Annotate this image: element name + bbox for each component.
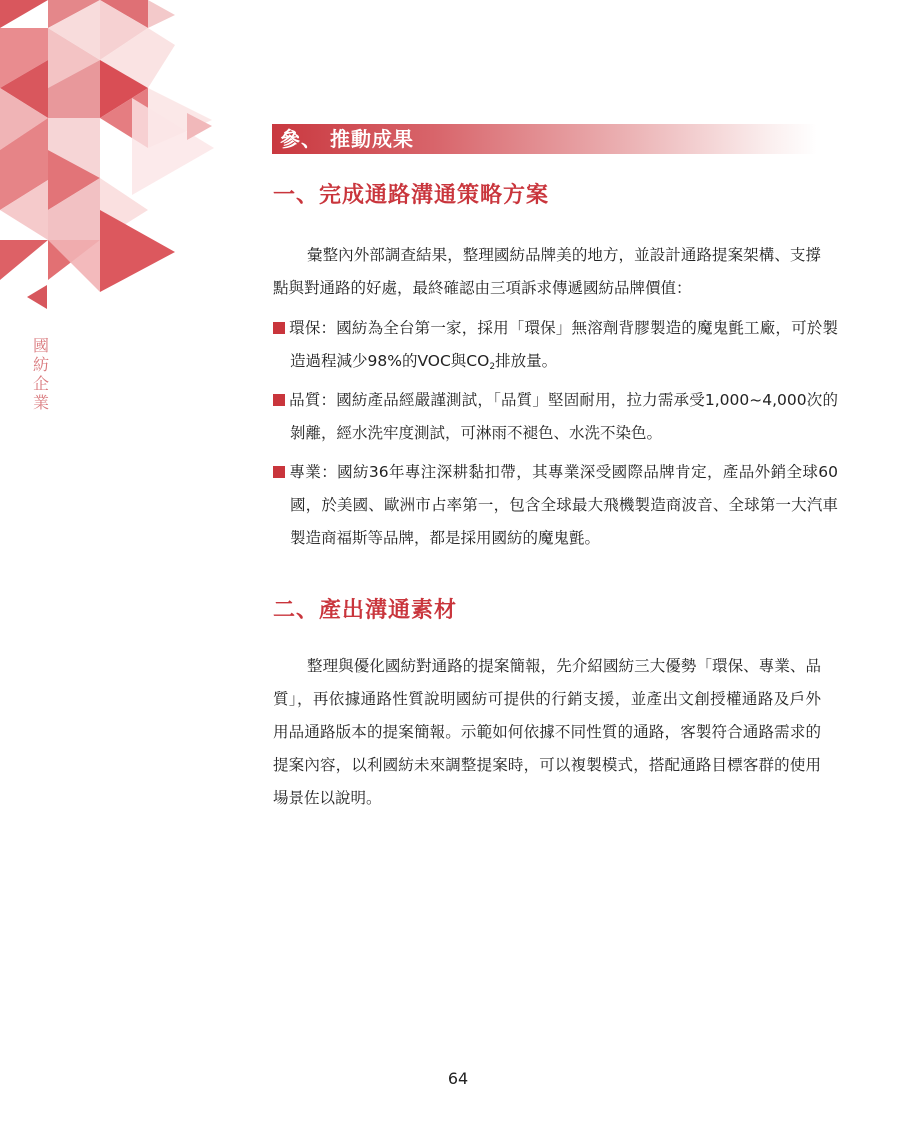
heading-communication-materials: 二、產出溝通素材	[273, 598, 458, 623]
page-number: 64	[447, 1069, 469, 1088]
bullet-environment: 環保：國紡為全台第一家，採用「環保」無溶劑背膠製造的魔鬼氈工廠，可於製造過程減少98%的VOC與$CO_2$排放量。	[273, 312, 838, 378]
bullet-expertise: 專業：國紡36年專注深耕黏扣帶，其專業深受國際品牌肯定，產品外銷全球60國，於美國、歐洲市占率第一，包含全球最大飛機製造商波音、全球第一大汽車製造商福斯等品牌，都是採用國紡的魔鬼氈。	[273, 456, 838, 555]
section-title-banner	[272, 124, 817, 154]
heading-communication-strategy: 一、完成通路溝通策略方案	[273, 183, 550, 208]
corner-triangle-decoration	[0, 0, 230, 320]
section-title: 參、 推動成果	[280, 127, 414, 151]
materials-paragraph: 整理與優化國紡對通路的提案簡報，先介紹國紡三大優勢「環保、專業、品質」，再依據通路性質說明國紡可提供的行銷支援，並產出文創授權通路及戶外用品通路版本的提案簡報。示範如何依據不同性質的通路，客製符合通路需求的提案內容，以利國紡未來調整提案時，可以複製模式，搭配通路目標客群的使用場景佐以說明。	[273, 657, 821, 807]
side-label-company: 國 紡 企 業	[32, 336, 49, 412]
bullet-square-icon	[273, 394, 285, 406]
intro-paragraph: 彙整內外部調查結果，整理國紡品牌美的地方，並設計通路提案架構、支撐點與對通路的好處，最終確認由三項訴求傳遞國紡品牌價值：	[273, 246, 821, 297]
bullet-quality: 品質：國紡產品經嚴謹測試，「品質」堅固耐用，拉力需承受1,000~4,000次的剝離，經水洗牢度測試，可淋雨不褪色、水洗不染色。	[273, 384, 838, 450]
bullet-square-icon	[273, 466, 285, 478]
bullet-square-icon	[273, 322, 285, 334]
